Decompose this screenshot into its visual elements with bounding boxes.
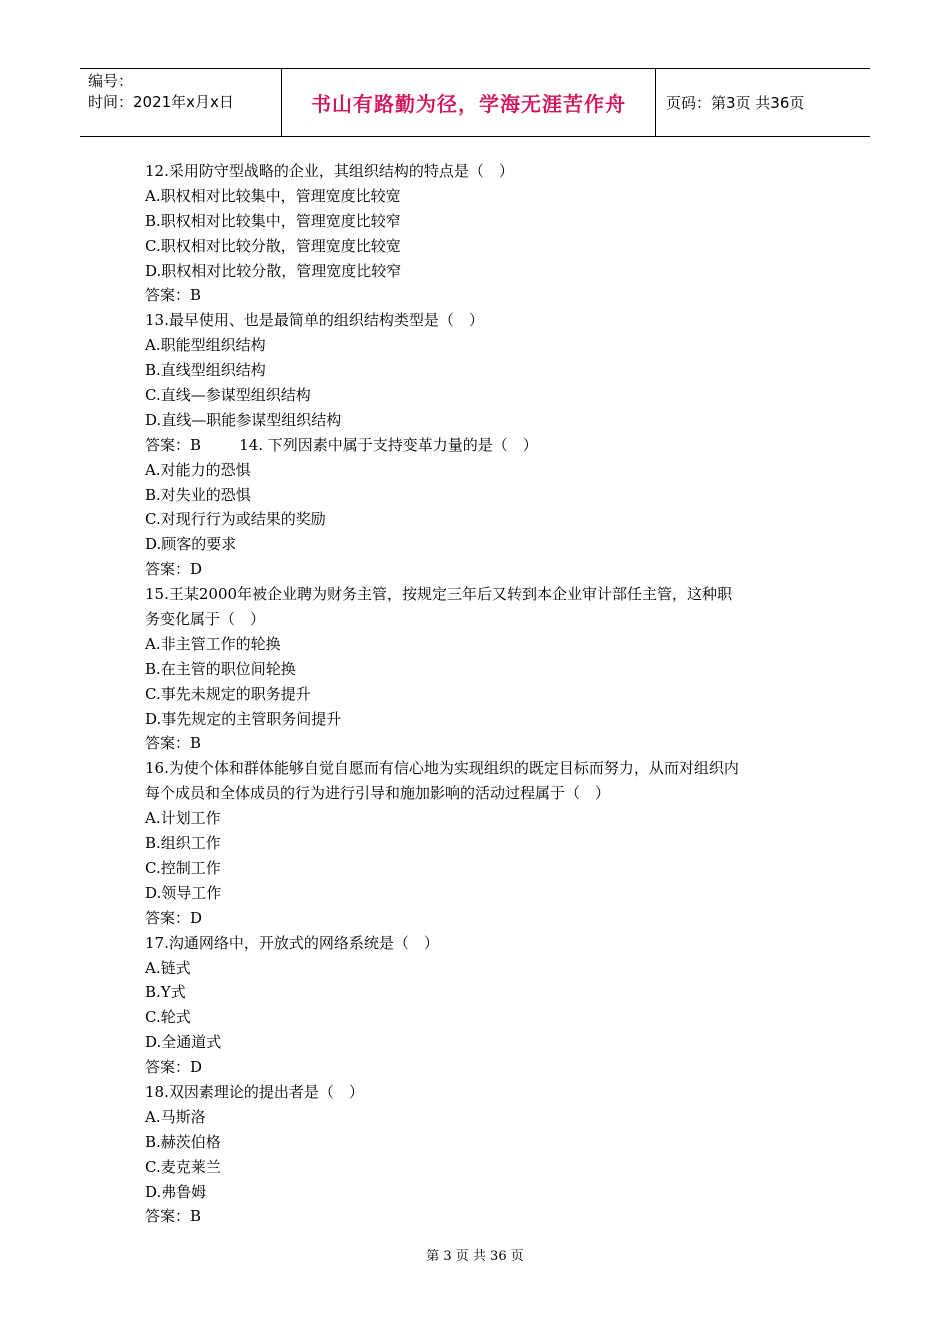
text-line: C.控制工作 — [145, 858, 221, 877]
text-line: 答案：B 14. 下列因素中属于支持变革力量的是（ ） — [145, 435, 538, 454]
text-line: B.组织工作 — [145, 834, 221, 853]
text-line: A.对能力的恐惧 — [145, 460, 251, 479]
text-line: 答案：D — [145, 1058, 203, 1077]
text-line: D.事先规定的主管职务间提升 — [145, 709, 342, 728]
text-line: C.麦克莱兰 — [145, 1157, 221, 1176]
text-line: C.对现行行为或结果的奖励 — [145, 510, 326, 529]
page-footer: 第 3 页 共 36 页 — [426, 1249, 524, 1264]
header-meta — [80, 69, 282, 136]
text-line: 每个成员和全体成员的行为进行引导和施加影响的活动过程属于（ ） — [145, 784, 611, 803]
text-line: 答案：D — [145, 560, 203, 579]
header-page-info: 页码：第3页 共36页 — [666, 94, 805, 112]
text-line: D.全通道式 — [145, 1033, 222, 1052]
text-line: 12.采用防守型战略的企业，其组织结构的特点是（ ） — [145, 162, 514, 180]
text-line: 13.最早使用、也是最简单的组织结构类型是（ ） — [145, 311, 484, 330]
header-motto: 书山有路勤为径，学海无涯苦作舟 — [282, 69, 656, 136]
text-line: 务变化属于（ ） — [145, 610, 266, 629]
text-line: B.Y式 — [145, 983, 186, 1002]
text-line: 答案：D — [145, 908, 203, 927]
text-line: A.链式 — [145, 958, 191, 977]
page-header — [80, 68, 870, 137]
text-line: D.弗鲁姆 — [145, 1182, 207, 1201]
text-line: B.在主管的职位间轮换 — [145, 659, 296, 678]
text-line: 17.沟通网络中，开放式的网络系统是（ ） — [145, 933, 439, 952]
text-line: B.职权相对比较集中，管理宽度比较窄 — [145, 211, 401, 230]
time-label: 时间：2021年x月x日 — [88, 93, 234, 111]
text-line: A.计划工作 — [145, 809, 221, 828]
text-line: C.直线—参谋型组织结构 — [145, 386, 311, 405]
text-line: A.非主管工作的轮换 — [145, 634, 281, 653]
document-body — [145, 159, 825, 1229]
text-line: B.对失业的恐惧 — [145, 485, 251, 504]
number-label: 编号： — [88, 72, 134, 90]
text-line: 15.王某2000年被企业聘为财务主管，按规定三年后又转到本企业审计部任主管，这种职 — [145, 585, 733, 604]
text-line: C.轮式 — [145, 1008, 191, 1027]
text-line: D.顾客的要求 — [145, 535, 237, 554]
text-line: 16.为使个体和群体能够自觉自愿而有信心地为实现组织的既定目标而努力，从而对组织内 — [145, 759, 739, 778]
text-line: B.赫茨伯格 — [145, 1132, 221, 1151]
text-line: 答案：B — [145, 734, 202, 753]
text-line: D.领导工作 — [145, 883, 222, 902]
text-line: A.职权相对比较集中，管理宽度比较宽 — [145, 186, 401, 205]
text-line: B.直线型组织结构 — [145, 361, 266, 380]
text-line: D.直线—职能参谋型组织结构 — [145, 410, 342, 429]
text-line: 18.双因素理论的提出者是（ ） — [145, 1082, 364, 1101]
text-line: C.职权相对比较分散，管理宽度比较宽 — [145, 236, 401, 255]
text-line: D.职权相对比较分散，管理宽度比较窄 — [145, 261, 402, 280]
text-line: A.马斯洛 — [145, 1107, 206, 1126]
text-line: C.事先未规定的职务提升 — [145, 684, 311, 703]
text-line: 答案：B — [145, 286, 202, 305]
text-line: 答案：B — [145, 1207, 202, 1226]
text-line: A.职能型组织结构 — [145, 336, 266, 355]
